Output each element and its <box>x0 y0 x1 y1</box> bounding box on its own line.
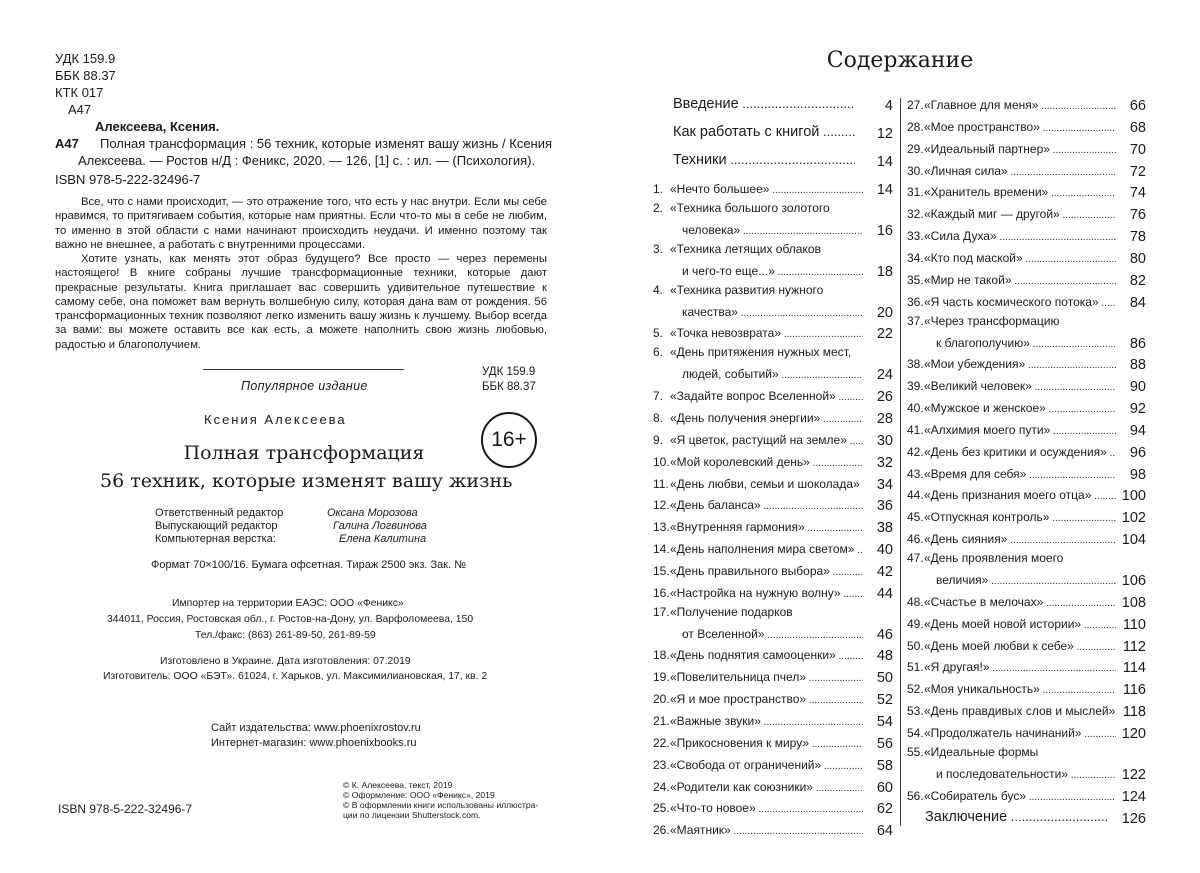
toc-entry-number: 9. <box>653 432 664 447</box>
toc-entry-number: 17. <box>653 604 670 619</box>
toc-entry-number: 11. <box>653 476 669 491</box>
popular-edition: Популярное издание <box>241 379 368 393</box>
toc-entry-page: 4 <box>884 98 893 114</box>
toc-entry-number: 36. <box>907 294 924 309</box>
toc-column-divider <box>900 98 901 826</box>
toc-entry-title-line-1: «Получение подарков <box>670 604 793 619</box>
toc-entry-number: 2. <box>653 200 664 215</box>
author-name: Ксения Алексеева <box>204 412 347 427</box>
toc-entry-page: 34 <box>876 476 893 493</box>
toc-entry-title: от Вселенной» ..... <box>682 627 863 641</box>
toc-entry-page: 126 <box>1121 810 1146 827</box>
toc-entry-number: 3. <box>653 241 664 256</box>
toc-entry-number: 21. <box>653 714 670 728</box>
toc-entry-title: «День баланса» ..... <box>670 498 863 512</box>
toc-entry-title-line-1: «Техника развития нужного <box>670 282 824 297</box>
staff-role-1: Ответственный редактор <box>155 507 284 519</box>
toc-entry <box>907 656 1146 676</box>
toc-entry-number: 42. <box>907 444 924 459</box>
toc-entry-page: 68 <box>1129 119 1146 136</box>
toc-entry-number: 19. <box>653 670 670 685</box>
separator-line <box>203 369 404 370</box>
toc-entry-number: 44. <box>907 488 924 503</box>
toc-entry-title: «Нечто большее» ..... <box>670 182 863 196</box>
toc-entry-title: «Счастье в мелочах» ..... <box>924 595 1116 609</box>
toc-entry-title: «Задайте вопрос Вселенной» ..... <box>670 389 863 403</box>
toc-entry <box>907 635 1146 655</box>
bbk-right: ББК 88.37 <box>482 381 536 393</box>
toc-entry-title: «Я цветок, растущий на земле» ..... <box>670 433 863 447</box>
toc-entry-title: «Я другая!» ..... <box>924 660 1116 674</box>
toc-entry-title: «День признания моего отца» ..... <box>924 488 1116 502</box>
toc-entry-page: 16 <box>876 222 893 239</box>
toc-entry-number: 50. <box>907 638 924 653</box>
toc-entry-page: 114 <box>1122 660 1146 677</box>
toc-entry-title: «День правильного выбора» ..... <box>670 564 863 578</box>
toc-entry-title: «Идеальный партнер» ..... <box>924 142 1116 156</box>
toc-entry-page: 108 <box>1121 594 1146 611</box>
toc-entry-number: 30. <box>907 163 924 178</box>
toc-entry <box>653 732 893 752</box>
toc-entry-number: 8. <box>653 410 664 425</box>
toc-entry-title-line-1: «Техника летящих облаков <box>670 241 821 256</box>
toc-entry-page: 120 <box>1121 725 1146 742</box>
toc-entry-page: 18 <box>876 263 893 280</box>
toc-entry <box>653 150 893 170</box>
toc-entry-number: 43. <box>907 466 924 481</box>
toc-entry-page: 116 <box>1122 682 1146 699</box>
toc-entry-number: 22. <box>653 735 670 750</box>
toc-entry-number: 12. <box>653 498 670 513</box>
isbn-top: ISBN 978-5-222-32496-7 <box>55 172 201 187</box>
toc-entry <box>907 807 1146 827</box>
toc-entry-title: «Хранитель времени» ..... <box>924 185 1116 199</box>
staff-role-2: Выпускающий редактор <box>155 520 278 532</box>
toc-entry-title: «Время для себя» ..... <box>924 467 1116 481</box>
toc-entry-title: Заключение ..... <box>925 809 1108 825</box>
toc-entry-title: «Важные звуки» ..... <box>670 714 863 728</box>
toc-entry-title: человека» ..... <box>682 223 863 237</box>
toc-entry-page: 72 <box>1129 163 1146 180</box>
toc-entry-page: 82 <box>1129 272 1146 289</box>
toc-entry <box>907 353 1146 373</box>
toc-entry-page: 26 <box>876 389 893 406</box>
toc-entry-page: 122 <box>1121 766 1146 783</box>
toc-entry-page: 62 <box>876 801 893 818</box>
toc-entry-title: «День любви, семьи и шоколада» ..... <box>670 477 863 491</box>
toc-entry-number: 27. <box>907 98 924 112</box>
toc-entry-title: «Собиратель бус» ..... <box>924 789 1116 803</box>
toc-entry-title: Введение ..... <box>673 96 855 112</box>
toc-entry <box>907 94 1146 114</box>
toc-entry <box>907 269 1146 289</box>
toc-entry <box>653 178 893 198</box>
toc-entry <box>653 494 893 514</box>
toc-entry <box>653 582 893 602</box>
toc-entry-number: 28. <box>907 119 924 134</box>
toc-entry-number: 14. <box>653 542 670 557</box>
toc-entry-number: 7. <box>653 389 664 404</box>
copyright-line-4: ции по лицензии Shutterstock.com. <box>343 810 481 820</box>
staff-name-1: Оксана Морозова <box>327 507 418 519</box>
toc-entry-title: «Мои убеждения» ..... <box>924 357 1116 371</box>
toc-entry <box>907 397 1146 417</box>
toc-entry-page: 106 <box>1121 573 1146 589</box>
toc-entry-page: 104 <box>1121 532 1146 549</box>
toc-entry <box>653 94 893 114</box>
publisher-site: Сайт издательства: www.phoenixrostov.ru <box>211 722 421 734</box>
toc-entry-page: 44 <box>876 585 893 602</box>
toc-entry-title: «Мир не такой» ..... <box>924 273 1116 287</box>
toc-entry-page: 28 <box>876 410 893 427</box>
toc-entry-title: «Великий человек» ..... <box>924 379 1116 393</box>
toc-entry-number: 34. <box>907 250 924 265</box>
biblio-line-1: Полная трансформация : 56 техник, которые изменят вашу жизнь / Ксения <box>100 136 553 151</box>
toc-entry-title: величия» ..... <box>936 573 1116 587</box>
toc-entry-number: 10. <box>653 454 670 469</box>
toc-entry-number: 38. <box>907 357 924 372</box>
bbk-code: ББК 88.37 <box>55 68 116 83</box>
toc-entry-page: 84 <box>1129 294 1146 311</box>
toc-entry-title: «Маятник» ..... <box>670 823 863 837</box>
toc-entry-title-line-1: «День проявления моего <box>924 551 1064 565</box>
toc-entry-page: 66 <box>1129 98 1146 114</box>
toc-entry-page: 36 <box>876 498 893 515</box>
toc-entry <box>653 301 893 321</box>
staff-role-3: Компьютерная верстка: <box>155 533 276 545</box>
staff-name-3: Елена Калитина <box>339 533 427 545</box>
toc-entry-number: 55. <box>907 744 924 759</box>
toc-entry-number: 4. <box>653 282 664 297</box>
toc-entry-page: 56 <box>876 735 893 752</box>
toc-entry-title-line-1: «Через трансформацию <box>924 313 1060 328</box>
toc-entry-title: «Главное для меня» ..... <box>924 98 1116 112</box>
toc-entry-page: 46 <box>876 626 893 643</box>
toc-entry-page: 60 <box>876 779 893 796</box>
toc-entry-page: 24 <box>876 367 893 384</box>
toc-entry <box>907 375 1146 395</box>
toc-entry-title-line-1: «День притяжения нужных мест, <box>670 345 852 360</box>
toc-entry-number: 23. <box>653 757 670 772</box>
toc-entry-title: «Отпускная контроль» ..... <box>924 510 1116 524</box>
toc-entry-number: 41. <box>907 422 924 437</box>
made-in-line: Изготовлено в Украине. Дата изготовления: 07.2019 <box>160 656 411 667</box>
toc-entry <box>907 203 1146 223</box>
toc-entry-number: 15. <box>653 563 670 578</box>
ktk-code: КТК 017 <box>55 85 104 100</box>
toc-entry-title: «Свобода от ограничений» ..... <box>670 758 863 772</box>
toc-entry-page: 40 <box>876 542 893 559</box>
toc-entry-page: 12 <box>876 126 893 142</box>
copyright-line-3: © В оформлении книги использованы иллюстра- <box>343 800 539 810</box>
toc-entry-page: 80 <box>1129 250 1146 267</box>
copyright-line-1: © К. Алексеева, текст, 2019 <box>343 780 453 790</box>
toc-entry-title: «Настройка на нужную волну» ..... <box>670 586 863 600</box>
toc-entry <box>653 322 893 342</box>
toc-entry <box>653 797 893 817</box>
toc-entry-page: 20 <box>876 304 893 321</box>
toc-entry <box>653 754 893 774</box>
udk-right: УДК 159.9 <box>482 366 536 378</box>
book-title-line-2: 56 техник, которые изменят вашу жизнь <box>100 470 513 492</box>
toc-entry <box>907 441 1146 461</box>
toc-entry <box>907 419 1146 439</box>
toc-entry-page: 70 <box>1129 141 1146 158</box>
toc-entry-title: Техники ..... <box>673 152 855 168</box>
toc-entry-number: 31. <box>907 185 924 200</box>
toc-entry <box>907 700 1146 720</box>
toc-entry-number: 37. <box>907 313 924 328</box>
toc-entry-page: 102 <box>1121 510 1146 527</box>
online-shop: Интернет-магазин: www.phoenixbooks.ru <box>211 737 417 749</box>
toc-entry-page: 58 <box>876 757 893 774</box>
author-heading: Алексеева, Ксения. <box>95 119 220 134</box>
toc-entry-page: 78 <box>1129 229 1146 246</box>
toc-entry-number: 48. <box>907 594 924 609</box>
toc-entry-title: качества» ..... <box>682 305 863 319</box>
toc-entry-page: 14 <box>876 154 893 170</box>
biblio-code: А47 <box>55 136 79 151</box>
toc-entry-title: «День без критики и осуждения» ..... <box>924 445 1116 459</box>
toc-entry <box>653 385 893 405</box>
toc-entry <box>907 591 1146 611</box>
toc-entry-title-line-1: «Техника большого золотого <box>670 200 830 215</box>
toc-entry <box>907 484 1146 504</box>
toc-entry <box>653 538 893 558</box>
toc-entry-title: «День получения энергии» ..... <box>670 411 863 425</box>
toc-entry-number: 40. <box>907 401 924 416</box>
toc-entry-page: 64 <box>876 823 893 840</box>
toc-entry-number: 45. <box>907 510 924 525</box>
toc-entry-title: и чего-то еще...» ..... <box>682 264 863 278</box>
cutter-code: А47 <box>68 102 92 117</box>
toc-entry-page: 100 <box>1121 488 1146 505</box>
toc-entry-title: «День наполнения мира светом» ..... <box>670 542 863 556</box>
toc-entry-number: 47. <box>907 551 924 565</box>
toc-entry-title: «Моя уникальность» ..... <box>924 682 1116 696</box>
toc-entry-page: 88 <box>1129 357 1146 374</box>
toc-entry-title-line-1: «Идеальные формы <box>924 744 1039 759</box>
toc-entry <box>653 819 893 839</box>
toc-entry-title: и последовательности» ..... <box>936 767 1116 781</box>
toc-entry <box>907 247 1146 267</box>
toc-entry <box>653 260 893 280</box>
toc-entry-title: «Я часть космического потока» ..... <box>924 295 1116 309</box>
toc-entry-number: 51. <box>907 660 924 675</box>
toc-entry-title: к благополучию» ..... <box>936 336 1116 350</box>
toc-entry-number: 56. <box>907 788 924 803</box>
toc-entry <box>653 688 893 708</box>
toc-entry <box>653 407 893 427</box>
toc-entry <box>907 116 1146 136</box>
toc-entry-title: «Мое пространство» ..... <box>924 120 1116 134</box>
toc-entry-title: «День моей любви к себе» ..... <box>924 639 1116 653</box>
toc-entry-page: 76 <box>1129 207 1146 224</box>
toc-entry <box>907 763 1146 783</box>
toc-entry-page: 96 <box>1129 444 1146 461</box>
toc-entry-title: «Что-то новое» ..... <box>670 801 863 815</box>
toc-entry <box>907 678 1146 698</box>
toc-entry-title: «Родители как союзники» ..... <box>670 780 863 794</box>
toc-entry <box>653 429 893 449</box>
toc-entry <box>653 776 893 796</box>
toc-entry-number: 13. <box>653 520 670 535</box>
toc-entry-page: 112 <box>1122 638 1146 655</box>
toc-entry-number: 52. <box>907 682 924 697</box>
toc-entry <box>653 122 893 142</box>
toc-entry <box>907 160 1146 180</box>
toc-entry <box>653 710 893 730</box>
toc-entry <box>907 613 1146 633</box>
copyright-line-2: © Оформление: ООО «Феникс», 2019 <box>343 790 495 800</box>
toc-entry-page: 30 <box>876 432 893 449</box>
toc-entry-title: «Алхимия моего пути» ..... <box>924 423 1116 437</box>
toc-entry-title: «Я и мое пространство» ..... <box>670 692 863 706</box>
toc-entry-number: 49. <box>907 616 924 631</box>
toc-entry-page: 52 <box>876 692 893 709</box>
toc-entry-page: 118 <box>1122 704 1146 721</box>
toc-entry <box>653 451 893 471</box>
toc-entry <box>653 219 893 239</box>
toc-entry-number: 29. <box>907 141 924 156</box>
toc-entry-page: 110 <box>1122 616 1146 633</box>
toc-entry-number: 24. <box>653 779 670 794</box>
toc-entry-page: 98 <box>1129 466 1146 483</box>
importer-line-3: Тел./факс: (863) 261-89-50, 261-89-59 <box>195 630 376 641</box>
toc-entry-page: 42 <box>876 563 893 580</box>
toc-entry-title: «Личная сила» ..... <box>924 164 1116 178</box>
udk-code: УДК 159.9 <box>55 51 116 66</box>
toc-entry-number: 33. <box>907 229 924 244</box>
toc-entry <box>653 560 893 580</box>
toc-entry-number: 26. <box>653 823 670 838</box>
toc-entry-number: 46. <box>907 532 924 547</box>
toc-entry-title: «Каждый миг — другой» ..... <box>924 207 1116 221</box>
toc-entry <box>907 181 1146 201</box>
toc-entry-number: 39. <box>907 379 924 394</box>
toc-entry-title: «Мой королевский день» ..... <box>670 455 863 469</box>
annotation-paragraph-1: Все, что с нами происходит, — это отражение того, что есть у нас внутри. Если мы себе нравимся, то притягиваем события, которые нам приятны. Если что-то мы в себе не любим, то именно в этой области с нами начинают происходить неудачи. И именно поэтому так важно не внешнее, а работать с внутренними процессами. <box>55 196 547 251</box>
toc-entry <box>653 644 893 664</box>
toc-entry-number: 1. <box>653 182 664 196</box>
toc-entry-page: 32 <box>876 454 893 471</box>
toc-entry-page: 50 <box>876 670 893 687</box>
toc-entry-title: людей, событий» ..... <box>682 367 863 381</box>
toc-entry-page: 48 <box>876 648 893 665</box>
toc-entry-title: «Продолжатель начинаний» ..... <box>924 726 1116 740</box>
book-title-line-1: Полная трансформация <box>183 442 425 464</box>
toc-entry-number: 16. <box>653 585 670 600</box>
toc-entry <box>907 506 1146 526</box>
annotation-paragraph-2: Хотите узнать, как менять этот образ будущего? Все просто — через перемены настоящего! В книге собраны лучшие трансформационные техники, которые дают прекрасные результаты. Книга приглашает вас совершить удивительное путешествие к самому себе, она поможет вам вернуть волшебную силу, которая дана вам от рождения. 56 трансформационных техник позволяют легко изменить вашу жизнь к лучшему. Выбор всегда за вами: вы можете оставить все как есть, а можете наполнить свою жизнь любовью, радостью и благополучием. <box>55 253 547 351</box>
age-rating-badge: 16+ <box>481 412 537 468</box>
importer-line-1: Импортер на территории ЕАЭС: ООО «Феникс» <box>172 598 404 609</box>
toc-entry <box>907 138 1146 158</box>
toc-entry-title: «Сила Духа» ..... <box>924 229 1116 243</box>
toc-entry <box>653 516 893 536</box>
toc-entry-title: «Мужское и женское» ..... <box>924 401 1116 415</box>
toc-entry <box>907 225 1146 245</box>
format-line: Формат 70×100/16. Бумага офсетная. Тираж 2500 экз. Зак. № <box>151 559 466 571</box>
toc-entry <box>653 666 893 686</box>
toc-entry-title: Как работать с книгой ..... <box>673 124 855 140</box>
toc-entry <box>907 528 1146 548</box>
toc-entry-page: 92 <box>1129 401 1146 418</box>
toc-entry-number: 18. <box>653 648 670 663</box>
toc-entry-title: «Точка невозврата» ..... <box>670 326 863 340</box>
toc-entry-title: «Прикосновения к миру» ..... <box>670 736 863 750</box>
toc-entry <box>907 332 1146 352</box>
toc-entry-number: 32. <box>907 207 924 222</box>
toc-heading: Содержание <box>826 48 974 73</box>
toc-entry-number: 5. <box>653 326 664 341</box>
toc-entry-number: 54. <box>907 725 924 740</box>
toc-entry-number: 25. <box>653 801 670 816</box>
toc-entry <box>907 291 1146 311</box>
toc-entry-title: «День поднятия самооценки» ..... <box>670 648 863 662</box>
isbn-bottom: ISBN 978-5-222-32496-7 <box>58 802 193 816</box>
toc-entry <box>907 569 1146 589</box>
toc-entry-number: 53. <box>907 704 924 719</box>
toc-entry-title: «День правдивых слов и мыслей» ..... <box>924 704 1116 718</box>
toc-entry-title: «Внутренняя гармония» ..... <box>670 520 863 534</box>
toc-entry-title: «Кто под маской» ..... <box>924 251 1116 265</box>
toc-entry-page: 90 <box>1129 379 1146 396</box>
toc-entry-page: 14 <box>876 182 893 198</box>
toc-entry-number: 35. <box>907 272 924 287</box>
toc-entry-page: 94 <box>1129 422 1146 439</box>
importer-line-2: 344011, Россия, Ростовская обл., г. Ростов-на-Дону, ул. Варфоломеева, 150 <box>107 614 474 625</box>
toc-entry-page: 38 <box>876 520 893 537</box>
toc-entry <box>653 363 893 383</box>
toc-entry-number: 20. <box>653 692 670 707</box>
right-page <box>600 0 1200 873</box>
toc-entry <box>653 473 893 493</box>
toc-entry <box>907 785 1146 805</box>
biblio-line-2: Алексеева. — Ростов н/Д : Феникс, 2020. — 126, [1] с. : ил. — (Психология). <box>78 153 536 168</box>
toc-entry-page: 124 <box>1121 788 1146 805</box>
toc-entry-title: «Повелительница пчел» ..... <box>670 670 863 684</box>
toc-entry <box>907 463 1146 483</box>
toc-entry-page: 74 <box>1129 185 1146 202</box>
toc-entry-page: 22 <box>876 326 893 343</box>
manufacturer-line: Изготовитель: ООО «БЭТ». 61024, г. Харьков, ул. Максимилиановская, 17, кв. 2 <box>103 671 488 682</box>
toc-entry <box>653 623 893 643</box>
toc-entry-page: 86 <box>1129 335 1146 352</box>
toc-entry-title: «День сияния» ..... <box>924 532 1116 546</box>
toc-entry-page: 54 <box>876 714 893 730</box>
toc-entry-number: 6. <box>653 345 664 360</box>
staff-name-2: Галина Логвинова <box>333 520 427 532</box>
toc-entry <box>907 722 1146 742</box>
toc-entry-title: «День моей новой истории» ..... <box>924 617 1116 631</box>
